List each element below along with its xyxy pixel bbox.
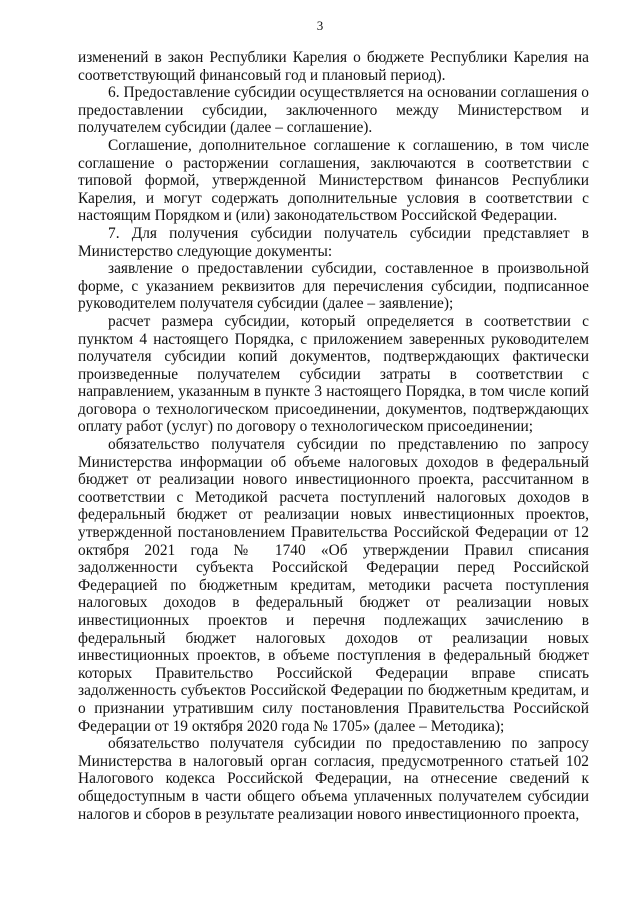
paragraph-agreement-form: Соглашение, дополнительное соглашение к соглашению, в том числе соглашение о расторжении соглашения, заключаются в соответствии с типовой формой, утвержденной Министерством финансов Республики Карелия, и могут содержать дополнительные условия в соответствии с настоящим Порядком и (или) законодательством Российской Федерации. [78,136,589,225]
paragraph-item-7: 7. Для получения субсидии получатель субсидии представляет в Министерство следующие документы: [78,224,589,260]
paragraph-obligation-consent: обязательство получателя субсидии по предоставлению по запросу Министерства в налоговый орган согласия, предусмотренного статьей 102 Налогового кодекса Российской Федерации, на отнесение сведений к общедоступным в части общего объема уплаченных получателем субсидии налогов и сборов в результате реализации нового инвестиционного проекта, [78,735,589,823]
paragraph-calculation: расчет размера субсидии, который определяется в соответствии с пунктом 4 настоящего Порядка, с приложением заверенных руководителем получателя субсидии копий документов, подтверждающих фактически произведенные получателем субсидии затраты в соответствии с направлением, указанным в пункте 3 настоящего Порядка, в том числе копий договора о технологическом присоединении, документов, подтверждающих оплату работ (услуг) по договору о технологическом присоединении; [78,312,589,436]
page-number: 3 [316,18,324,33]
paragraph-continuation: изменений в закон Республики Карелия о бюджете Республики Карелия на соответствующий финансовый год и плановый период). [78,49,589,84]
paragraph-obligation-tax-info: обязательство получателя субсидии по представлению по запросу Министерства информации об объеме налоговых доходов в федеральный бюджет от реализации нового инвестиционного проекта, рассчитанном в соответствии с Методикой расчета поступлений налоговых доходов в федеральный бюджет от реализации новых инвестиционных проектов, утвержденной постановлением Правительства Российской Федерации от 12 октября 2021 года № 1740 «Об утверждении Правил списания задолженности субъекта Российской Федерации перед Российской Федерацией по бюджетным кредитам, методики расчета поступления налоговых доходов в федеральный бюджет от реализации новых инвестиционных проектов и перечня подлежащих зачислению в федеральный бюджет налоговых доходов от реализации новых инвестиционных проектов, в объеме поступления в федеральный бюджет которых Правительство Российской Федерации вправе списать задолженность субъектов Российской Федерации по бюджетным кредитам, и о признании утратившим силу постановления Правительства Российской Федерации от 19 октября 2020 года № 1705» (далее – Методика); [78,436,589,735]
document-body [78,49,589,823]
paragraph-item-6: 6. Предоставление субсидии осуществляется на основании соглашения о предоставлении субсидии, заключенного между Министерством и получателем субсидии (далее – соглашение). [78,84,589,137]
paragraph-application: заявление о предоставлении субсидии, составленное в произвольной форме, с указанием реквизитов для перечисления субсидии, подписанное руководителем получателя субсидии (далее – заявление); [78,260,589,313]
